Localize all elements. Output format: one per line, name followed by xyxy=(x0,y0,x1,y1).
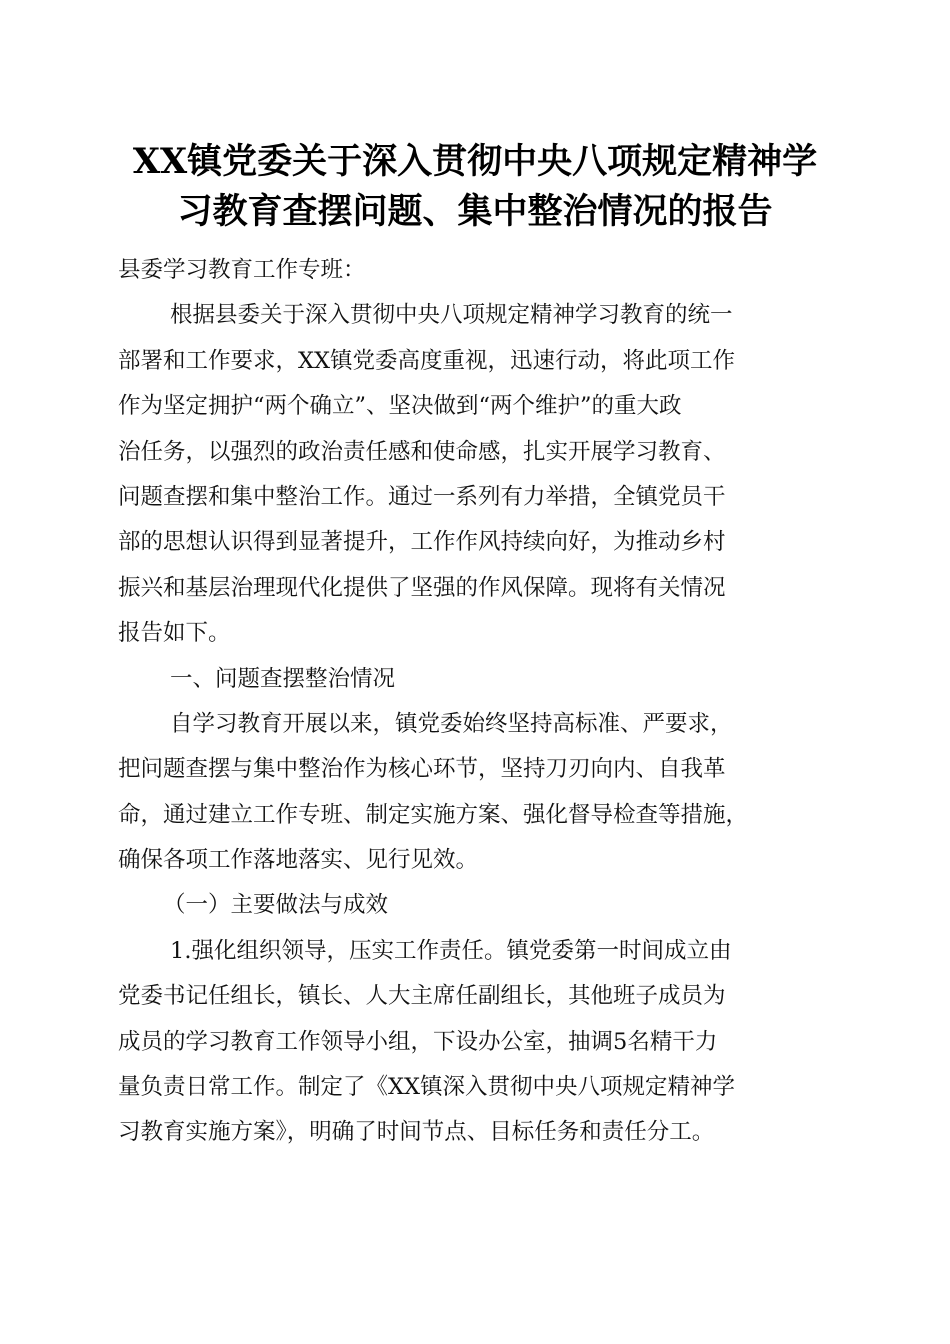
paragraph-line: 党委书记任组长，镇长、人大主席任副组长，其他班子成员为 xyxy=(118,983,726,1010)
paragraph-line: 把问题查摆与集中整治作为核心环节，坚持刀刃向内、自我革 xyxy=(118,756,726,783)
section-paragraph xyxy=(118,702,838,884)
paragraph-line: 作为坚定拥护“两个确立”、坚决做到“两个维护”的重大政 xyxy=(118,393,682,420)
paragraph-line: 报告如下。 xyxy=(118,620,231,647)
paragraph-line: 自学习教育开展以来，镇党委始终坚持高标准、严要求， xyxy=(170,710,733,737)
document-title xyxy=(60,137,890,237)
paragraph-line: 振兴和基层治理现代化提供了坚强的作风保障。现将有关情况 xyxy=(118,574,726,601)
salutation: 县委学习教育工作专班： xyxy=(118,257,366,283)
paragraph-line: 成员的学习教育工作领导小组，下设办公室，抽调5名精干力 xyxy=(118,1028,718,1055)
section-heading: 一、问题查摆整治情况 xyxy=(170,665,396,692)
paragraph-line: 问题查摆和集中整治工作。通过一系列有力举措，全镇党员干 xyxy=(118,483,726,510)
paragraph-line: 命，通过建立工作专班、制定实施方案、强化督导检查等措施， xyxy=(118,801,749,828)
paragraph-line: 量负责日常工作。制定了《XX镇深入贯彻中央八项规定精神学 xyxy=(118,1074,736,1101)
paragraph-line: 根据县委关于深入贯彻中央八项规定精神学习教育的统一 xyxy=(170,302,733,329)
title-line-2: 习教育查摆问题、集中整治情况的报告 xyxy=(177,191,773,232)
paragraph-line: 部的思想认识得到显著提升，工作作风持续向好，为推动乡村 xyxy=(118,529,726,556)
paragraph-line: 习教育实施方案》，明确了时间节点、目标任务和责任分工。 xyxy=(118,1119,715,1146)
paragraph-line: 确保各项工作落地落实、见行见效。 xyxy=(118,847,479,874)
paragraph-line: 1.强化组织领导，压实工作责任。镇党委第一时间成立由 xyxy=(170,937,732,964)
point-paragraph xyxy=(118,929,838,1156)
title-line-1: XX镇党委关于深入贯彻中央八项规定精神学 xyxy=(132,141,818,182)
document-body xyxy=(118,248,838,1156)
paragraph-line: 治任务，以强烈的政治责任感和使命感，扎实开展学习教育、 xyxy=(118,438,726,465)
intro-paragraph xyxy=(118,293,838,656)
paragraph-line: 部署和工作要求，XX镇党委高度重视，迅速行动，将此项工作 xyxy=(118,347,736,374)
subsection-heading: （一）主要做法与成效 xyxy=(163,892,389,919)
